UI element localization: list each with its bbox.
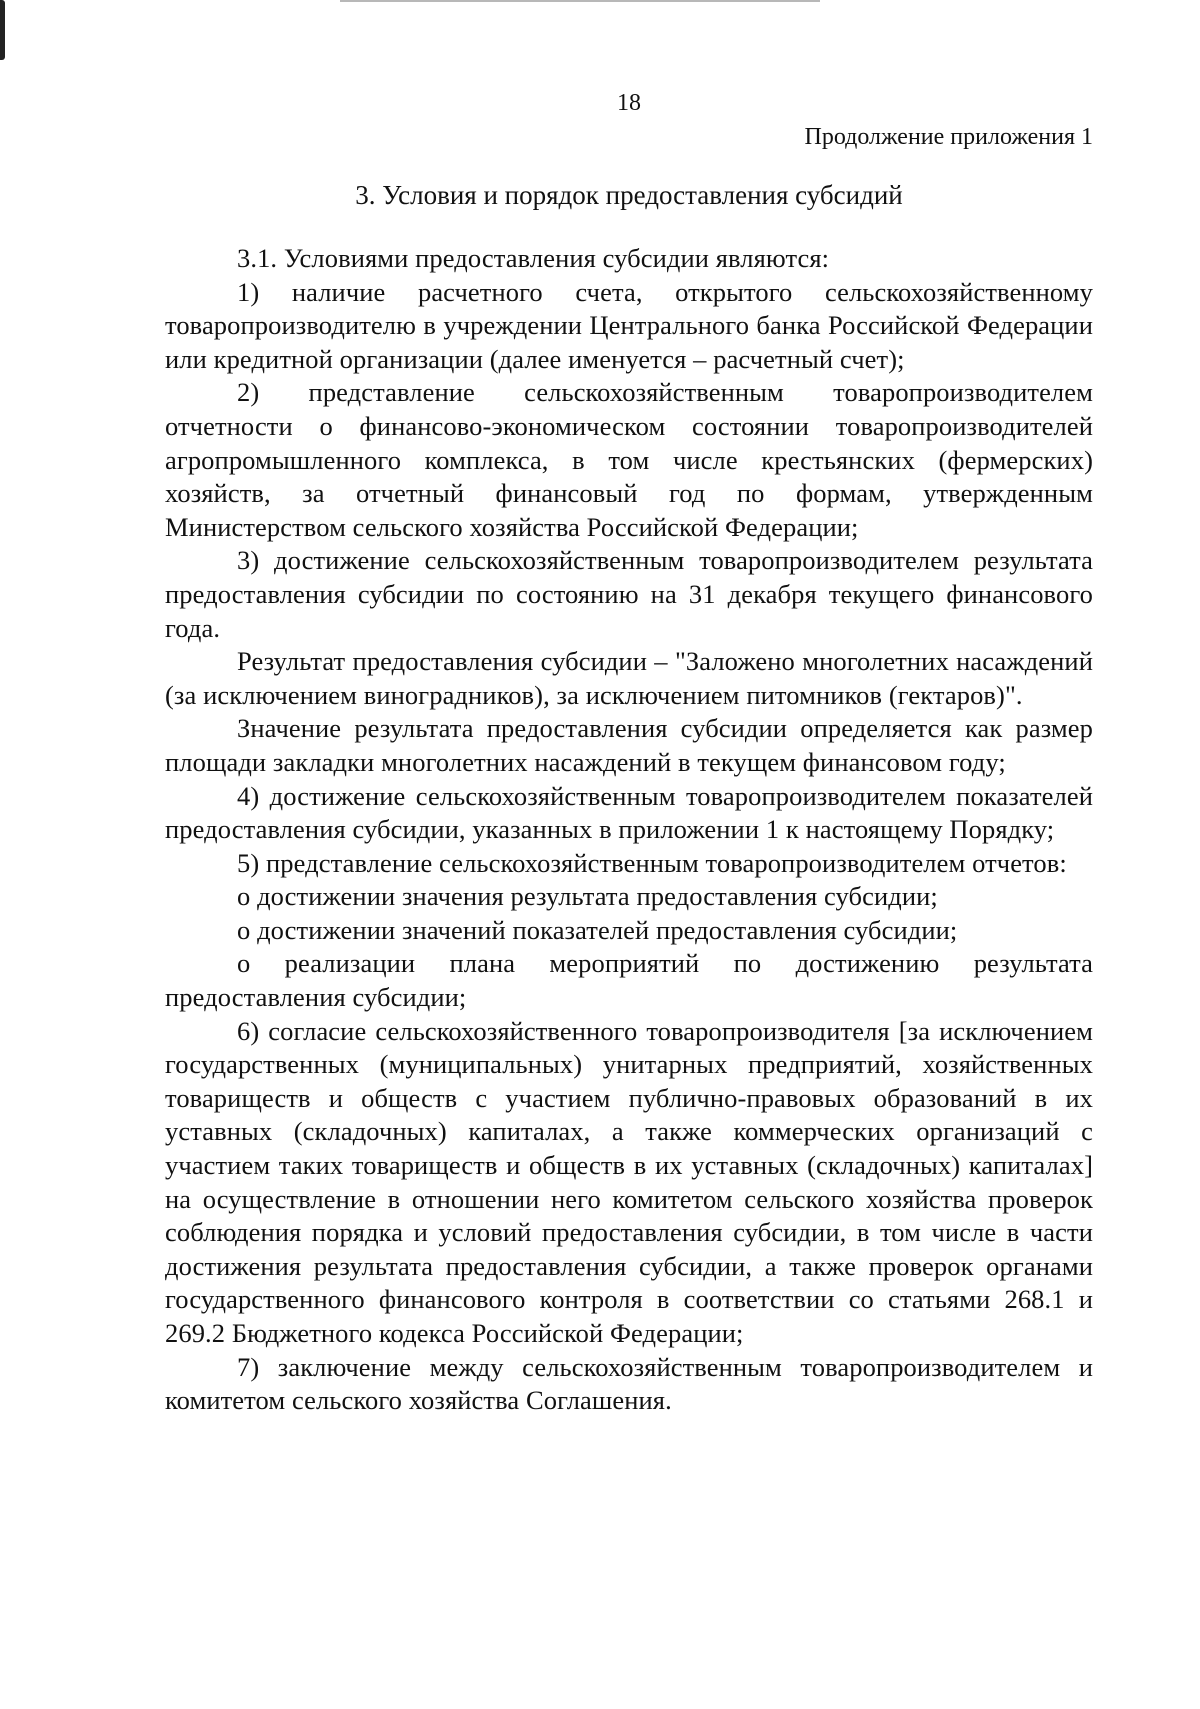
page-number: 18 [617, 90, 641, 116]
paragraph-subsidy-result: Результат предоставления субсидии – "Заложено многолетних насаждений (за исключением виноградников), за исключением питомников (гектаров)". [165, 646, 1093, 710]
paragraph-result-value: Значение результата предоставления субсидии определяется как размер площади закладки многолетних насаждений в текущем финансовом году; [165, 713, 1093, 777]
document-page [165, 88, 1093, 1418]
paragraph-condition-1: 1) наличие расчетного счета, открытого сельскохозяйственному товаропроизводителю в учреждении Центрального банка Российской Федерации или кредитной организации (далее именуется – расчетный счет); [165, 276, 1093, 374]
paragraph-report-indicators: о достижении значений показателей предоставления субсидии; [237, 914, 958, 945]
paragraph-report-result: о достижении значения результата предоставления субсидии; [237, 881, 938, 912]
document-body [165, 242, 1093, 1418]
paragraph-condition-2: 2) представление сельскохозяйственным товаропроизводителем отчетности о финансово-экономическом состоянии товаропроизводителей агропромышленного комплекса, в том числе крестьянских (фермерских) хозяйств, за отчетный финансовый год по формам, утвержденным Министерством сельского хозяйства Российской Федерации; [165, 377, 1093, 542]
paragraph-condition-6: 6) согласие сельскохозяйственного товаропроизводителя [за исключением государственных (муниципальных) унитарных предприятий, хозяйственных товариществ и обществ с участием публично-правовых образований в их уставных (складочных) капиталах, а также коммерческих организаций с участием таких товариществ и обществ в их уставных (складочных) капиталах] на осуществление в отношении него комитетом сельского хозяйства проверок соблюдения порядка и условий предоставления субсидии, в том числе в части достижения результата предоставления субсидии, а также проверок органами государственного финансового контроля в соответствии со статьями 268.1 и 269.2 Бюджетного кодекса Российской Федерации; [165, 1015, 1093, 1348]
paragraph-report-plan: о реализации плана мероприятий по достижению результата предоставления субсидии; [165, 948, 1093, 1013]
paragraph-condition-3: 3) достижение сельскохозяйственным товаропроизводителем результата предоставления субсидии по состоянию на 31 декабря текущего финансового года. [165, 545, 1093, 643]
scan-edge-mark [0, 0, 5, 60]
paragraph-condition-5: 5) представление сельскохозяйственным товаропроизводителем отчетов: [237, 847, 1067, 878]
appendix-continuation-label: Продолжение приложения 1 [804, 124, 1093, 150]
scan-top-edge [340, 0, 820, 2]
section-title: 3. Условия и порядок предоставления субсидий [355, 180, 903, 210]
paragraph-3-1-intro: 3.1. Условиями предоставления субсидии являются: [237, 243, 830, 273]
paragraph-condition-7: 7) заключение между сельскохозяйственным товаропроизводителем и комитетом сельского хозяйства Соглашения. [165, 1351, 1093, 1416]
paragraph-condition-4: 4) достижение сельскохозяйственным товаропроизводителем показателей предоставления субсидии, указанных в приложении 1 к настоящему Порядку; [165, 780, 1093, 845]
